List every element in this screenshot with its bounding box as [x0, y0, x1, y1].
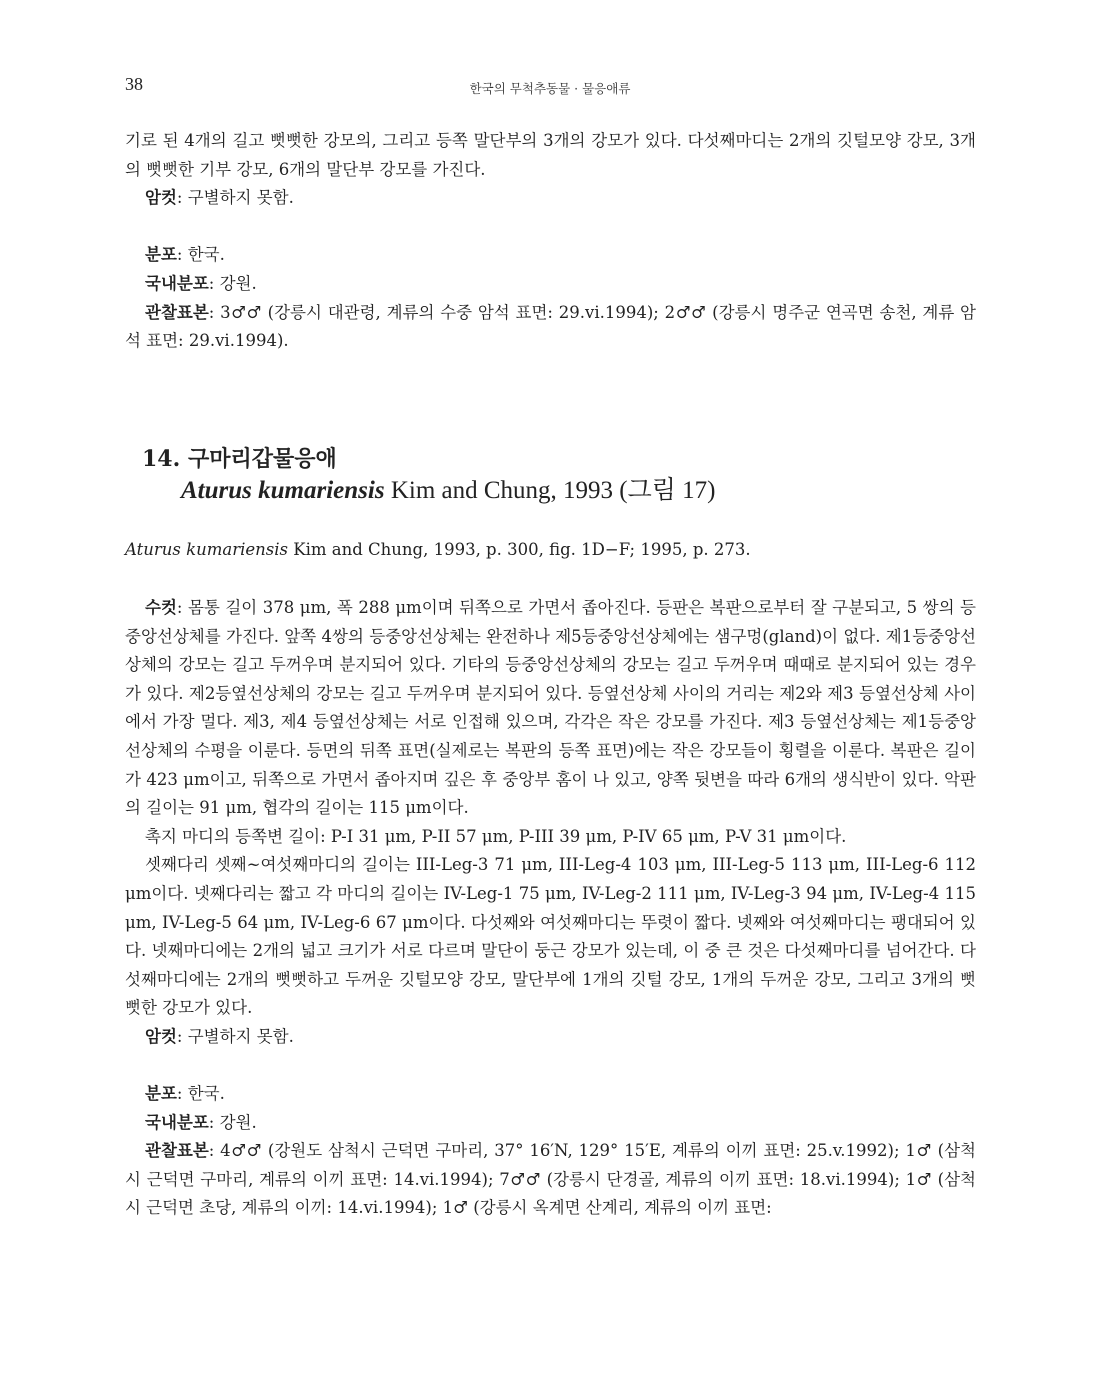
specimens-text: : 3♂♂ (강릉시 대관령, 계류의 수중 암석 표면: 29.vi.1994); 2♂♂ (강릉시 명주군 연곡면 송천, 계류 암석 표면: 29.vi.1994).: [125, 302, 976, 351]
female-label: 암컷: [145, 188, 177, 208]
domestic-text: : 강원.: [208, 273, 257, 293]
distribution-label: 분포: [145, 1084, 177, 1104]
palp-measurements: 촉지 마디의 등쪽변 길이: P-I 31 μm, P-II 57 μm, P-III 39 μm, P-IV 65 μm, P-V 31 μm이다.: [145, 826, 847, 846]
domestic-distribution: [125, 270, 976, 299]
domestic-text: : 강원.: [208, 1112, 257, 1132]
female-text: : 구별하지 못함.: [176, 188, 294, 208]
leg-measurements: 셋째다리 셋째~여섯째마디의 길이는 III-Leg-3 71 μm, III-Leg-4 103 μm, III-Leg-5 113 μm, III-Leg-6 112 μm이다. 넷째다리는 짧고 각 마디의 길이는 IV-Leg-1 75 μm, IV-Leg-2 111 μm, IV-Leg-3 94 μm, IV-Leg-4 115 μm, IV-Leg-5 64 μm, IV-Leg-6 67 μm이다. 다섯째와 여섯째마디는 뚜렷이 짧다. 넷째와 여섯째마디는 팽대되어 있다. 넷째마디에는 2개의 넓고 크기가 서로 다르며 말단이 둥근 강모가 있는데, 이 중 큰 것은 다섯째마디를 넘어간다. 다섯째마디에는 2개의 뻣뻣하고 두꺼운 깃털모양 강모, 말단부에 1개의 깃털 강모, 1개의 두꺼운 강모, 그리고 3개의 뻣뻣한 강모가 있다.: [125, 855, 976, 1018]
species-heading: [142, 444, 716, 506]
distribution-text: : 한국.: [176, 245, 225, 265]
domestic-label: 국내분포: [145, 273, 209, 293]
distribution: [125, 1080, 976, 1109]
specimens-label: 관찰표본: [145, 1141, 209, 1161]
female-note: [125, 184, 976, 213]
species-description: [125, 594, 976, 1223]
distribution-label: 분포: [145, 245, 177, 265]
species-number: 14.: [142, 446, 181, 472]
female-label: 암컷: [145, 1026, 177, 1046]
prev-species-section: [125, 127, 976, 356]
figure-reference: (그림 17): [619, 477, 716, 504]
examined-specimens: [125, 1137, 976, 1223]
synonymy-name: Aturus kumariensis: [125, 540, 288, 559]
domestic-label: 국내분포: [145, 1112, 209, 1132]
domestic-distribution: [125, 1109, 976, 1138]
examined-specimens: [125, 299, 976, 356]
species-heading-korean: [142, 444, 716, 475]
running-header: 한국의 무척추동물 · 물응애류: [469, 81, 631, 96]
specimens-text: : 4♂♂ (강원도 삼척시 근덕면 구마리, 37° 16′N, 129° 15′E, 계류의 이끼 표면: 25.v.1992); 1♂ (삼척시 근덕면 구마리, 계류의 이끼 표면: 14.vi.1994); 7♂♂ (강릉시 단경골, 계류의 이끼 표면: 18.vi.1994); 1♂ (삼척시 근덕면 초당, 계류의 이끼: 14.vi.1994); 1♂ (강릉시 옥계면 산계리, 계류의 이끼 표면:: [125, 1141, 976, 1218]
synonymy-citation: Kim and Chung, 1993, p. 300, fig. 1D−F; 1995, p. 273.: [293, 540, 751, 559]
distribution: [125, 241, 976, 270]
species-authority: Kim and Chung, 1993: [390, 477, 614, 504]
species-heading-scientific: [142, 475, 716, 506]
species-korean-name: 구마리갑물응애: [187, 446, 337, 472]
synonymy: [125, 536, 976, 565]
female-note: [125, 1023, 976, 1052]
specimens-label: 관찰표본: [145, 302, 209, 322]
distribution-text: : 한국.: [176, 1084, 225, 1104]
male-text: : 몸통 길이 378 μm, 폭 288 μm이며 뒤쪽으로 가면서 좁아진다. 등판은 복판으로부터 잘 구분되고, 5 쌍의 등중앙선상체를 가진다. 앞쪽 4쌍의 등중앙선상체는 완전하나 제5등중앙선상체에는 샘구멍(gland)이 없다. 제1등중앙선상체의 강모는 길고 두꺼우며 분지되어 있다. 기타의 등중앙선상체의 강모는 길고 두꺼우며 때때로 분지되어 있는 경우가 있다. 제2등옆선상체의 강모는 길고 두꺼우며 분지되어 있다. 등옆선상체 사이의 거리는 제2와 제3 등옆선상체 사이에서 가장 멀다. 제3, 제4 등옆선상체는 서로 인접해 있으며, 각각은 작은 강모를 가진다. 제3 등옆선상체는 제1등중앙선상체의 수평을 이룬다. 등면의 뒤쪽 표면(실제로는 복판의 등쪽 표면)에는 작은 강모들이 횡렬을 이룬다. 복판은 길이가 423 μm이고, 뒤쪽으로 가면서 좁아지며 깊은 후 중앙부 홈이 나 있고, 양쪽 뒷변을 따라 6개의 생식반이 있다. 악판의 길이는 91 μm, 협각의 길이는 115 μm이다.: [125, 598, 976, 818]
page-number: 38: [125, 74, 143, 94]
description-continued: 기로 된 4개의 길고 뻣뻣한 강모의, 그리고 등쪽 말단부의 3개의 강모가 있다. 다섯째마디는 2개의 깃털모양 강모, 3개의 뻣뻣한 기부 강모, 6개의 말단부 강모를 가진다.: [125, 131, 976, 179]
male-label: 수컷: [145, 598, 177, 617]
species-scientific-name: Aturus kumariensis: [181, 477, 385, 504]
male-description: [125, 594, 976, 823]
female-text: : 구별하지 못함.: [176, 1026, 294, 1046]
